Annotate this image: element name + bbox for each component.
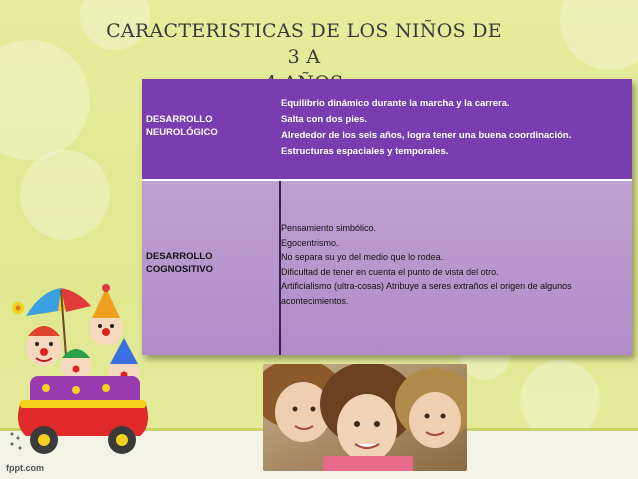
list-item: Dificultad de tener en cuenta el punto de vista del otro. [281, 266, 499, 277]
decor-bubble [20, 150, 110, 240]
characteristics-table [142, 79, 632, 355]
table-row-neurologico [142, 79, 632, 179]
row-items [281, 221, 626, 308]
row-label-line2: NEUROLÓGICO [146, 127, 218, 138]
column-divider [279, 181, 281, 355]
list-item: Estructuras espaciales y temporales. [281, 146, 449, 157]
list-item: Salta con dos pies. [281, 114, 368, 125]
list-item: Alrededor de los seis años, logra tener una buena coordinación. [281, 130, 572, 141]
list-item: Equilibrio dinámico durante la marcha y la carrera. [281, 98, 510, 109]
row-items [281, 96, 571, 160]
list-item: Egocentrismo. [281, 237, 339, 248]
list-item: No separa su yo del medio que lo rodea. [281, 252, 444, 262]
row-label-line1: DESARROLLO [146, 251, 213, 262]
brand-label: fppt.com [6, 463, 44, 473]
row-label-line1: DESARROLLO [146, 114, 213, 125]
clowns-illustration [6, 276, 154, 466]
table-row-cognositivo [142, 179, 632, 355]
decor-bubble [0, 40, 90, 160]
decor-dots [8, 430, 26, 454]
row-label [146, 250, 276, 276]
row-divider [142, 179, 632, 181]
list-item: Artificialismo (ultra-cosas) Atribuye a seres extraños el origen de algunos acontecimientos. [281, 281, 572, 306]
three-children-photo [263, 364, 467, 471]
slide-title-line1: CARACTERISTICAS DE LOS NIÑOS DE 3 A [106, 20, 502, 68]
row-label [146, 113, 276, 139]
row-label-line2: COGNOSITIVO [146, 264, 214, 275]
list-item: Pensamiento simbólico. [281, 223, 377, 233]
decor-bubble [560, 0, 638, 70]
